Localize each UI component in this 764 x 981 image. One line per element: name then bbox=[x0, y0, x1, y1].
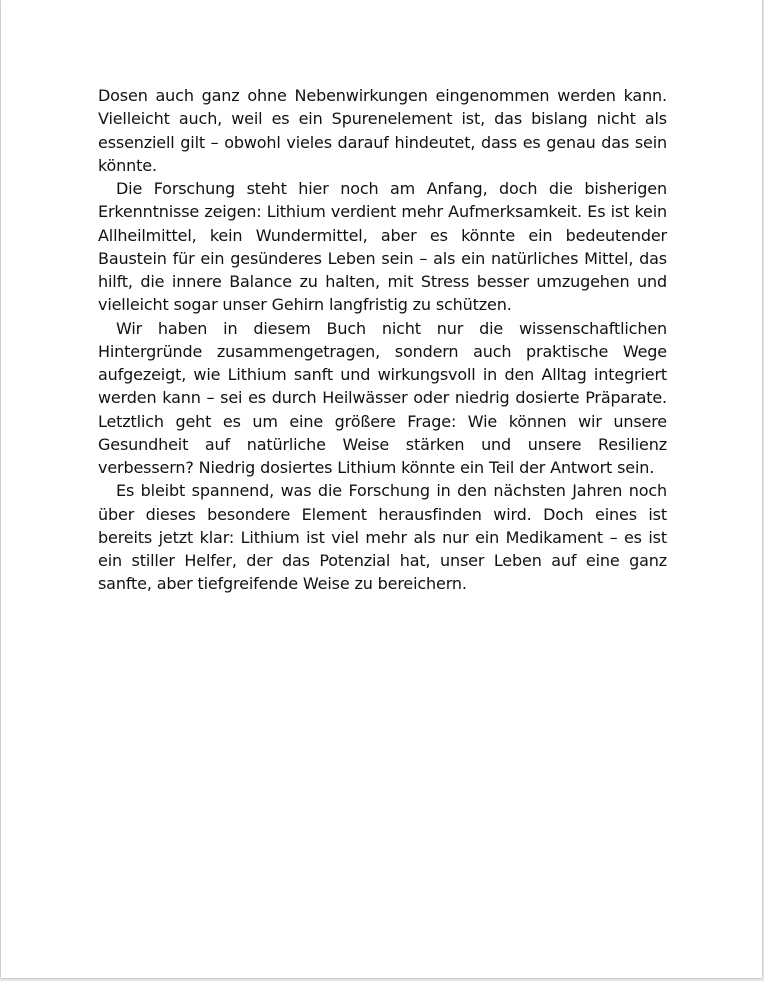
document-page bbox=[1, 0, 762, 978]
paragraph-1: Dosen auch ganz ohne Nebenwirkungen eingenommen werden kann. Vielleicht auch, weil es ein Spurenelement ist, das bislang nicht als essenziell gilt – obwohl vieles darauf hindeutet, dass es genau das sein könnte. bbox=[98, 86, 667, 175]
paragraph-2: Die Forschung steht hier noch am Anfang, doch die bisherigen Erkenntnisse zeigen: Lithium verdient mehr Aufmerksamkeit. Es ist kein Allheilmittel, kein Wundermittel, aber es könnte ein bedeutender Baustein für ein gesünderes Leben sein – als ein natürliches Mittel, das hilft, die innere Balance zu halten, mit Stress besser umzugehen und vielleicht sogar unser Gehirn langfristig zu schützen. bbox=[98, 179, 667, 315]
body-text bbox=[98, 84, 667, 596]
paragraph-4: Es bleibt spannend, was die Forschung in den nächsten Jahren noch über dieses besondere Element herausfinden wird. Doch eines ist bereits jetzt klar: Lithium ist viel mehr als nur ein Medikament – es ist ein stiller Helfer, der das Potenzial hat, unser Leben auf eine ganz sanfte, aber tiefgreifende Weise zu bereichern. bbox=[98, 481, 667, 594]
paragraph-3: Wir haben in diesem Buch nicht nur die wissenschaftlichen Hintergründe zusammengetragen, sondern auch praktische Wege aufgezeigt, wie Lithium sanft und wirkungsvoll in den Alltag integriert werden kann – sei es durch Heilwässer oder niedrig dosierte Präparate. Letztlich geht es um eine größere Frage: Wie können wir unsere Gesundheit auf natürliche Weise stärken und unsere Resilienz verbessern? Niedrig dosiertes Lithium könnte ein Teil der Antwort sein. bbox=[98, 318, 667, 477]
